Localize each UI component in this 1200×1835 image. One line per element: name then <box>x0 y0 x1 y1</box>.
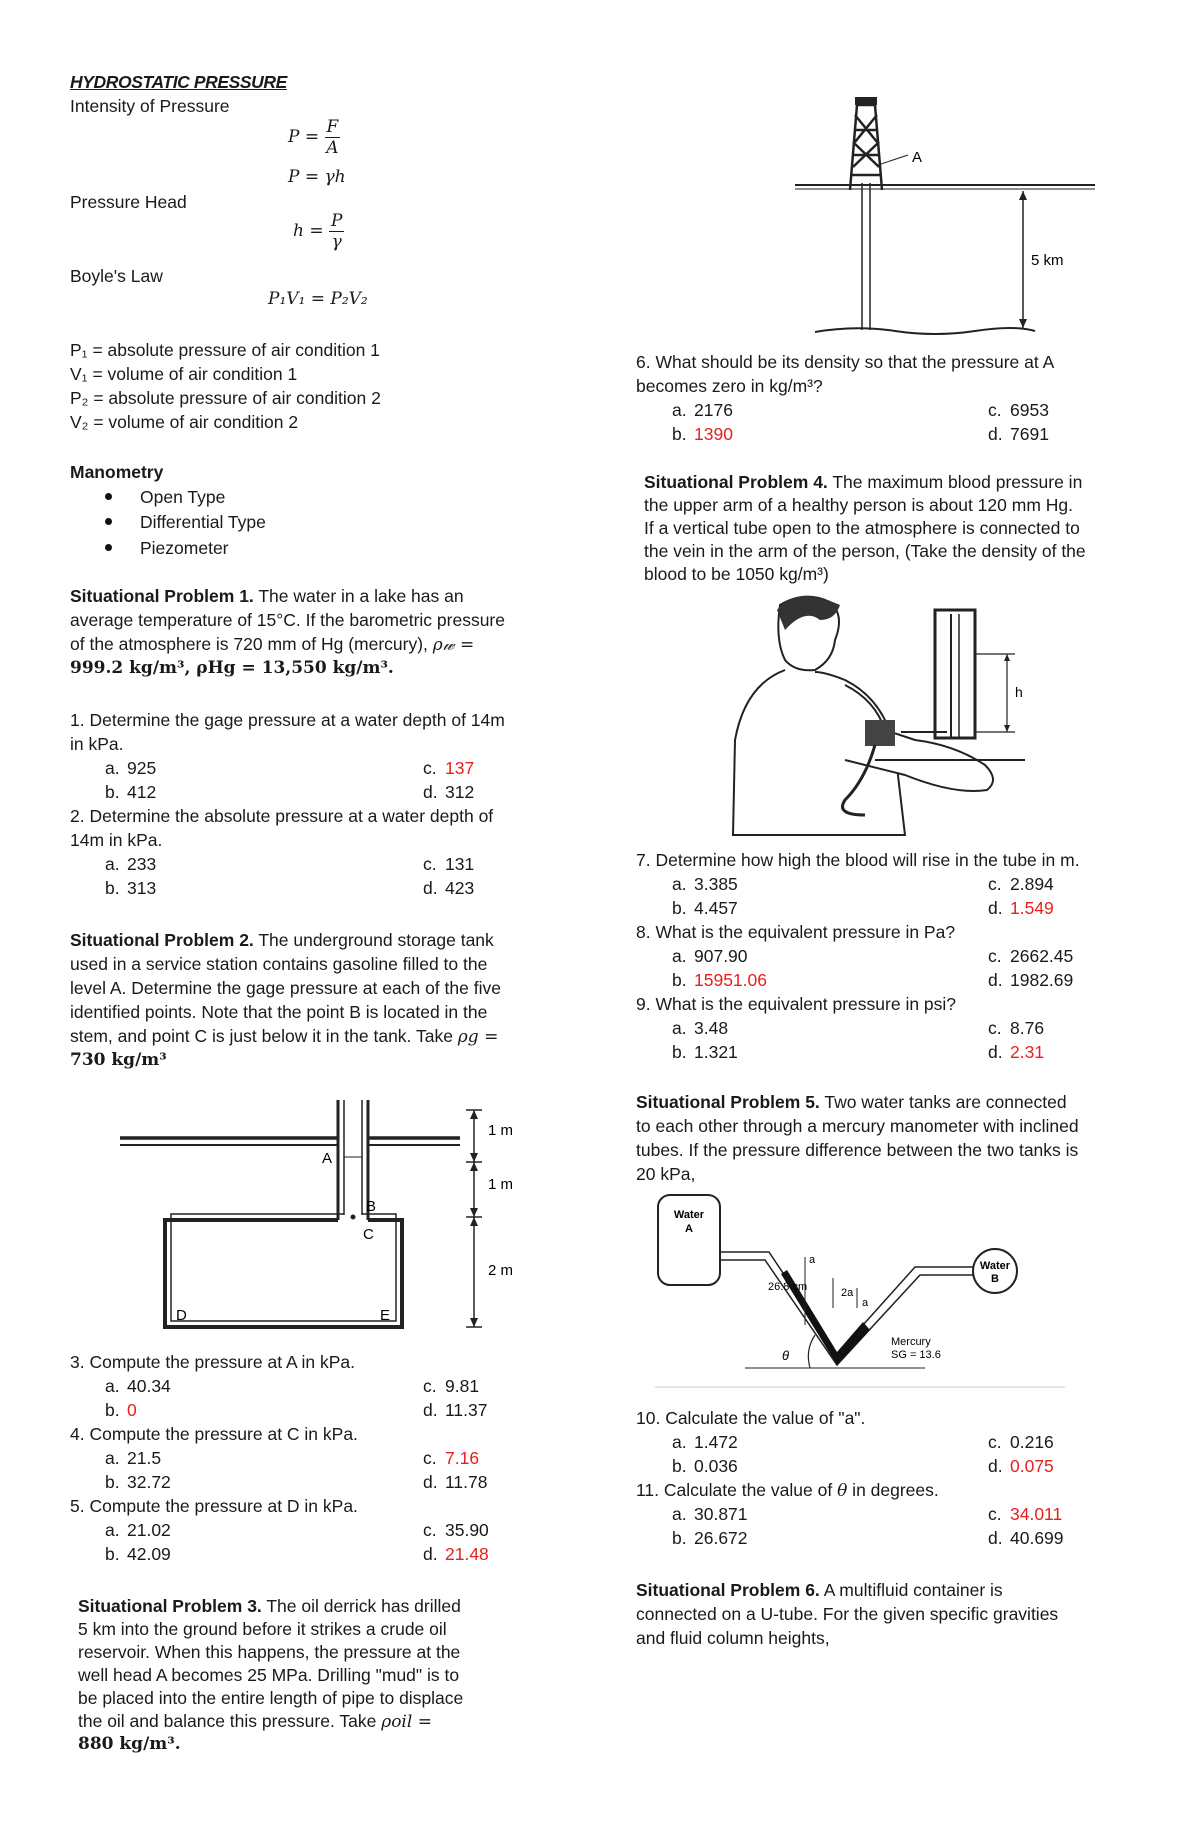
sp6-line: and fluid column heights, <box>636 1628 830 1648</box>
option-d[interactable]: d. 2.31 <box>988 1042 1045 1062</box>
option-b[interactable]: b. 15951.06 <box>672 970 767 990</box>
option-c[interactable]: c. 2.894 <box>988 874 1054 894</box>
question-1: in kPa. <box>70 734 124 754</box>
option-value: 9.81 <box>445 1376 480 1396</box>
reservoir-line <box>815 328 1035 334</box>
question-4: 4. Compute the pressure at C in kPa. <box>70 1424 358 1444</box>
option-a[interactable]: a. 21.5 <box>105 1448 162 1468</box>
oil-derrick-diagram <box>795 95 1135 345</box>
option-c[interactable]: c. 2662.45 <box>988 946 1074 966</box>
option-value: 3.385 <box>694 874 738 894</box>
option-value: 26.672 <box>694 1528 748 1548</box>
option-d[interactable]: d. 1982.69 <box>988 970 1074 990</box>
option-a[interactable]: a. 40.34 <box>105 1376 171 1396</box>
intensity-label: Intensity of Pressure <box>70 96 230 116</box>
sp4-line: the vein in the arm of the person, (Take the density of the <box>644 541 1086 561</box>
option-d[interactable]: d. 40.699 <box>988 1528 1064 1548</box>
dimension-label: 2 m <box>488 1262 514 1279</box>
sp2-line: 730 kg/m³ <box>70 1050 167 1070</box>
inclined-manometer-diagram <box>655 1190 1075 1395</box>
question-2: 2. Determine the absolute pressure at a water depth of <box>70 806 494 826</box>
question-text: 11. Calculate the value of <box>636 1480 838 1500</box>
option-b[interactable]: b. 4.457 <box>672 898 738 918</box>
option-value: 11.78 <box>445 1472 488 1492</box>
option-a[interactable]: a. 3.385 <box>672 874 738 894</box>
option-c[interactable]: c. 7.16 <box>423 1448 480 1468</box>
question-8: 8. What is the equivalent pressure in Pa? <box>636 922 956 942</box>
option-value: 40.699 <box>1010 1528 1064 1548</box>
theta-arc <box>808 1335 815 1368</box>
option-d[interactable]: d. 11.37 <box>423 1400 488 1420</box>
derrick-tower <box>850 105 882 190</box>
option-value: 423 <box>445 878 475 898</box>
derrick-top <box>855 97 877 105</box>
numerator: F <box>326 117 339 137</box>
section-title: HYDROSTATIC PRESSURE <box>70 72 287 92</box>
sp3-line <box>78 1709 432 1734</box>
eq-lhs: P = <box>288 127 320 147</box>
storage-tank-diagram <box>110 1095 550 1335</box>
sp6-line: connected on a U-tube. For the given specific gravities <box>636 1604 1059 1624</box>
problem-text: The oil derrick has drilled <box>261 1596 461 1616</box>
answer-value: 7.16 <box>445 1448 480 1468</box>
definition-line: V₁ = volume of air condition 1 <box>70 364 298 384</box>
option-c[interactable]: c. 35.90 <box>423 1520 489 1540</box>
question-5: 5. Compute the pressure at D in kPa. <box>70 1496 358 1516</box>
sp3-line: 5 km into the ground before it strikes a crude oil <box>78 1619 447 1639</box>
option-value: 2662.45 <box>1010 946 1074 966</box>
theta-symbol: θ <box>837 1481 848 1501</box>
option-value: 0.216 <box>1010 1432 1054 1452</box>
tank-b-label: B <box>991 1273 999 1285</box>
numerator: P <box>331 211 343 231</box>
tank-a-label: A <box>685 1223 693 1235</box>
pressure-head-label: Pressure Head <box>70 192 187 212</box>
option-b[interactable]: b. 412 <box>105 782 157 802</box>
option-value: 131 <box>445 854 475 874</box>
option-b[interactable]: b. 42.09 <box>105 1544 171 1564</box>
sp2-line <box>70 1024 498 1049</box>
option-value: 2176 <box>694 400 733 420</box>
problem-heading: Situational Problem 6. <box>636 1580 820 1600</box>
option-value: 412 <box>127 782 157 802</box>
option-c[interactable]: c. 131 <box>423 854 475 874</box>
dimension-label: 5 km <box>1031 252 1064 269</box>
answer-value: 1.549 <box>1010 898 1054 918</box>
manometry-item: Differential Type <box>140 512 266 532</box>
definition-line: P₁ = absolute pressure of air condition 1 <box>70 340 380 360</box>
problem-heading: Situational Problem 1. <box>70 586 254 606</box>
option-c[interactable]: c. 137 <box>423 758 475 778</box>
option-value: 6953 <box>1010 400 1049 420</box>
option-value: 35.90 <box>445 1520 489 1540</box>
problem-heading: Situational Problem 3. <box>78 1596 262 1616</box>
leader-line <box>878 155 908 165</box>
option-d[interactable]: d. 312 <box>423 782 475 802</box>
problem-text: of the atmosphere is 720 mm of Hg (mercury), <box>70 634 433 654</box>
option-value: 40.34 <box>127 1376 171 1396</box>
rho-water: ρ𝓌 = <box>432 635 475 655</box>
question-11 <box>636 1478 939 1503</box>
sp2-line <box>70 928 494 952</box>
definition-line: P₂ = absolute pressure of air condition 2 <box>70 388 381 408</box>
manometry-item: Piezometer <box>140 538 229 558</box>
sp6-line <box>636 1578 1166 1602</box>
option-a[interactable]: a. 30.871 <box>672 1504 748 1524</box>
fraction <box>325 117 341 158</box>
sp4-line <box>644 470 1082 494</box>
option-a[interactable]: a. 925 <box>105 758 157 778</box>
answer-value: 21.48 <box>445 1544 489 1564</box>
option-b[interactable]: b. 0.036 <box>672 1456 738 1476</box>
tank-a-label: Water <box>673 1209 705 1221</box>
label-h: h <box>1015 684 1023 700</box>
option-value: 3.48 <box>694 1018 729 1038</box>
bullet-icon <box>105 493 112 500</box>
option-value: 1.321 <box>694 1042 738 1062</box>
sp5-line: to each other through a mercury manometer with inclined <box>636 1116 1079 1136</box>
tank-b-label: Water <box>979 1260 1011 1272</box>
label-d: D <box>176 1307 187 1324</box>
problem-heading: Situational Problem 5. <box>636 1092 820 1112</box>
option-b[interactable]: b. 1.321 <box>672 1042 738 1062</box>
answer-value: 15951.06 <box>694 970 767 990</box>
problem-heading: Situational Problem 2. <box>70 930 254 950</box>
blood-pressure-diagram <box>725 590 1045 840</box>
sp3-line <box>78 1594 461 1618</box>
question-6: 6. What should be its density so that the pressure at A <box>636 352 1055 372</box>
bullet-icon <box>105 518 112 525</box>
question-2: 14m in kPa. <box>70 830 163 850</box>
question-3: 3. Compute the pressure at A in kPa. <box>70 1352 356 1372</box>
sp4-line: blood to be 1050 kg/m³) <box>644 564 829 584</box>
label-c: C <box>363 1226 374 1243</box>
option-value: 0.036 <box>694 1456 738 1476</box>
option-value: 21.02 <box>127 1520 171 1540</box>
option-d[interactable]: d. 11.78 <box>423 1472 488 1492</box>
eq-lhs: h = <box>293 221 324 241</box>
dim-label-a2: a <box>862 1297 869 1309</box>
option-a[interactable]: a. 1.472 <box>672 1432 738 1452</box>
fraction <box>329 211 344 252</box>
question-1: 1. Determine the gage pressure at a water depth of 14m <box>70 710 505 730</box>
sp3-line: well head A becomes 25 MPa. Drilling "mud" is to <box>78 1665 460 1685</box>
sp1-line: average temperature of 15°C. If the barometric pressure <box>70 610 505 630</box>
option-b[interactable]: b. 32.72 <box>105 1472 171 1492</box>
label-b: B <box>366 1198 377 1215</box>
option-value: 42.09 <box>127 1544 171 1564</box>
option-value: 7691 <box>1010 424 1049 444</box>
option-c[interactable]: c. 8.76 <box>988 1018 1045 1038</box>
option-value: 925 <box>127 758 157 778</box>
problem-text: The underground storage tank <box>253 930 494 950</box>
sp2-line: identified points. Note that the point B is located in the <box>70 1002 488 1022</box>
dimension-label: 1 m <box>488 1122 514 1139</box>
question-text: in degrees. <box>847 1480 939 1500</box>
option-b[interactable]: b. 0 <box>105 1400 137 1420</box>
option-c[interactable]: c. 6953 <box>988 400 1049 420</box>
option-d[interactable]: d. 0.075 <box>988 1456 1054 1476</box>
sp3-line: reservoir. When this happens, the pressure at the <box>78 1642 461 1662</box>
dim-label-2a: 2a <box>841 1287 854 1299</box>
tube-board <box>935 610 975 738</box>
answer-value: 0 <box>127 1400 137 1420</box>
option-d[interactable]: d. 1.549 <box>988 898 1054 918</box>
sp4-line: the upper arm of a healthy person is about 120 mm Hg. <box>644 495 1073 515</box>
option-b[interactable]: b. 26.672 <box>672 1528 748 1548</box>
sp4-line: If a vertical tube open to the atmosphere is connected to <box>644 518 1080 538</box>
sp2-line: used in a service station contains gasoline filled to the <box>70 954 488 974</box>
option-value: 2.894 <box>1010 874 1054 894</box>
option-d[interactable]: d. 21.48 <box>423 1544 489 1564</box>
problem-text: A multifluid container is <box>819 1580 1003 1600</box>
option-value: 313 <box>127 878 157 898</box>
label-a: A <box>322 1150 333 1167</box>
point-b-marker <box>351 1215 356 1220</box>
option-value: 4.457 <box>694 898 738 918</box>
sp1-line: 999.2 kg/m³, ρHg = 13,550 kg/m³. <box>70 658 394 678</box>
answer-value: 0.075 <box>1010 1456 1054 1476</box>
problem-text: stem, and point C is just below it in the tank. Take <box>70 1026 458 1046</box>
option-a[interactable]: a. 907.90 <box>672 946 748 966</box>
rho-oil: ρoil = <box>381 1712 432 1732</box>
equation-p-fa <box>288 117 340 158</box>
sp3-line: 880 kg/m³. <box>78 1734 181 1754</box>
problem-text: the oil and balance this pressure. Take <box>78 1711 382 1731</box>
manometry-item: Open Type <box>140 487 226 507</box>
theta-label: θ <box>782 1348 790 1363</box>
option-d[interactable]: d. 423 <box>423 878 475 898</box>
manometry-heading: Manometry <box>70 462 164 482</box>
option-b[interactable]: b. 313 <box>105 878 157 898</box>
sp3-line: be placed into the entire length of pipe to displace <box>78 1688 464 1708</box>
question-6: becomes zero in kg/m³? <box>636 376 823 396</box>
mercury-label: SG = 13.6 <box>891 1349 941 1361</box>
problem-text: Two water tanks are connected <box>819 1092 1067 1112</box>
problem-heading: Situational Problem 4. <box>644 472 828 492</box>
option-value: 32.72 <box>127 1472 171 1492</box>
sp5-line: tubes. If the pressure difference between the two tanks is <box>636 1140 1079 1160</box>
label-a: A <box>912 149 923 166</box>
definition-line: V₂ = volume of air condition 2 <box>70 412 299 432</box>
sp5-line: 20 kPa, <box>636 1164 696 1184</box>
option-value: 8.76 <box>1010 1018 1045 1038</box>
option-c[interactable]: c. 9.81 <box>423 1376 480 1396</box>
option-value: 21.5 <box>127 1448 162 1468</box>
option-value: 30.871 <box>694 1504 748 1524</box>
question-7: 7. Determine how high the blood will rise in the tube in m. <box>636 850 1080 870</box>
boyle-label: Boyle's Law <box>70 266 163 286</box>
option-value: 11.37 <box>445 1400 488 1420</box>
problem-text: The maximum blood pressure in <box>827 472 1083 492</box>
problem-text: The water in a lake has an <box>253 586 464 606</box>
sp1-line <box>70 632 474 657</box>
denominator: A <box>326 138 339 158</box>
option-b[interactable]: b. 1390 <box>672 424 733 444</box>
option-a[interactable]: a. 21.02 <box>105 1520 171 1540</box>
label-e: E <box>380 1307 391 1324</box>
dim-label-a: a <box>809 1254 816 1266</box>
option-c[interactable]: c. 34.011 <box>988 1504 1063 1524</box>
dimension-label: 1 m <box>488 1176 514 1193</box>
answer-value: 34.011 <box>1010 1504 1063 1524</box>
option-value: 233 <box>127 854 157 874</box>
equation-h <box>293 211 344 252</box>
option-a[interactable]: a. 3.48 <box>672 1018 729 1038</box>
sp5-line <box>636 1090 1067 1114</box>
tube-inner <box>720 1252 973 1354</box>
rho-gasoline: ρg = <box>457 1027 499 1047</box>
question-9: 9. What is the equivalent pressure in psi? <box>636 994 957 1014</box>
dim-label-268: 26.8 cm <box>768 1281 808 1293</box>
equation-p-gamma-h: P = γh <box>288 167 346 187</box>
sp1-line <box>70 584 565 608</box>
mercury-label: Mercury <box>891 1336 931 1348</box>
question-10: 10. Calculate the value of "a". <box>636 1408 866 1428</box>
answer-value: 1390 <box>694 424 733 444</box>
option-c[interactable]: c. 0.216 <box>988 1432 1054 1452</box>
option-value: 1.472 <box>694 1432 738 1452</box>
option-value: 907.90 <box>694 946 748 966</box>
option-a[interactable]: a. 233 <box>105 854 157 874</box>
sp2-line: level A. Determine the gage pressure at each of the five <box>70 978 501 998</box>
equation-boyle: P₁V₁ = P₂V₂ <box>268 289 368 309</box>
answer-value: 2.31 <box>1010 1042 1045 1062</box>
option-value: 312 <box>445 782 475 802</box>
blood-pressure-cuff <box>865 720 895 746</box>
bullet-icon <box>105 544 112 551</box>
option-d[interactable]: d. 7691 <box>988 424 1049 444</box>
denominator: γ <box>331 232 342 252</box>
option-value: 1982.69 <box>1010 970 1074 990</box>
option-a[interactable]: a. 2176 <box>672 400 733 420</box>
answer-value: 137 <box>445 758 475 778</box>
